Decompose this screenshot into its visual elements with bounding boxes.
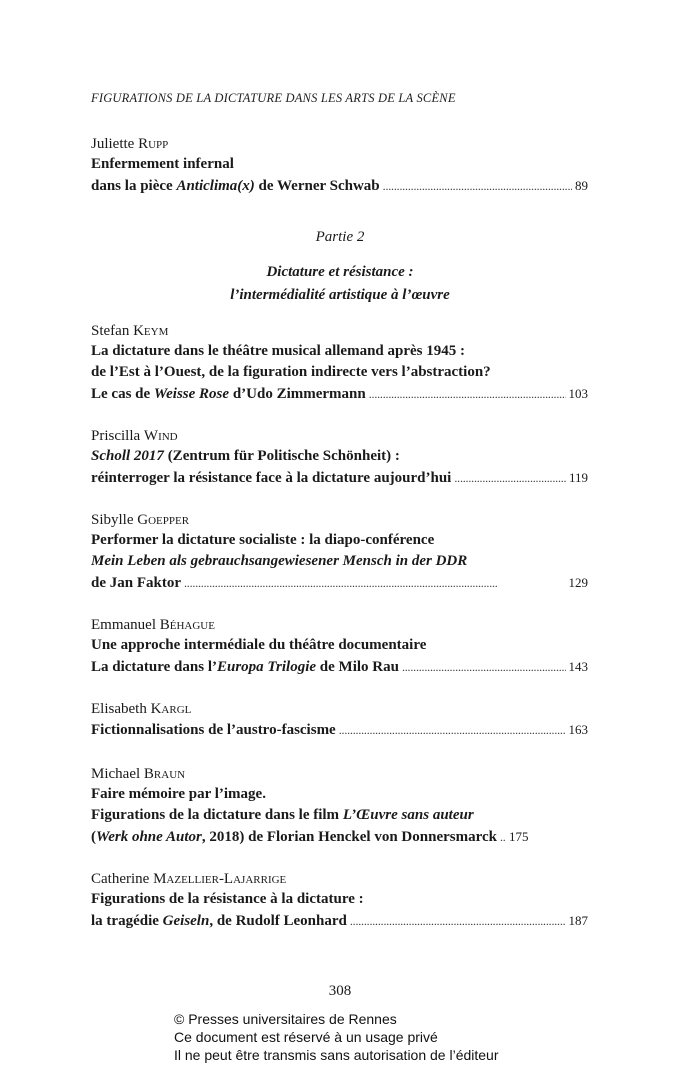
leader-dots [350,911,566,931]
toc-entry-kargl [91,699,588,740]
toc-entry-rupp [91,134,588,196]
toc-entry-keym [91,321,588,404]
leader-dots [402,657,566,677]
running-head: FIGURATIONS DE LA DICTATURE DANS LES ARTS DE LA SCÈNE [91,91,456,105]
part-subtitle: Dictature et résistance : l’intermédialité artistique à l’œuvre [230,264,450,303]
toc-entry-wind [91,426,588,488]
title-line: réinterroger la résistance face à la dictature aujourd’hui . . . 119 [91,467,588,488]
title-line: Le cas de Weisse Rose d’Udo Zimmermann . . . 103 [91,383,588,404]
page-ref: 129 [568,575,588,590]
leader-dots [454,468,566,488]
author: Michael Braun [91,766,186,782]
author: Catherine Mazellier-Lajarrige [91,871,287,887]
page-ref: 143 [568,659,588,674]
title-line: (Werk ohne Autor, 2018) de Florian Henckel von Donnersmarck . . . 175 [91,826,588,847]
title-line: Enfermement infernal [91,156,234,172]
title-line: Fictionnalisations de l’austro-fascisme . . . 163 [91,719,588,740]
leader-dots [500,827,506,847]
author: Emmanuel Béhague [91,617,215,633]
page-ref: 103 [568,386,588,401]
author: Juliette Rupp [91,136,169,152]
title-line: Faire mémoire par l’image. [91,786,266,802]
title-line: Figurations de la résistance à la dictature : [91,891,364,907]
title-line: Mein Leben als gebrauchsangewiesener Mensch in der DDR [91,553,468,569]
page-ref: 163 [568,722,588,737]
leader-dots [383,176,572,196]
part-heading: Partie 2 [315,229,365,245]
page-ref: 89 [575,178,588,193]
title-line: dans la pièce Anticlima(x) de Werner Schwab . . . 89 [91,175,588,196]
toc-entry-mazellier [91,869,588,931]
author: Priscilla Wind [91,428,178,444]
leader-dots [184,573,566,593]
title-line: Figurations de la dictature dans le film L’Œuvre sans auteur [91,807,474,823]
toc-entry-goepper [91,510,588,593]
author: Sibylle Goepper [91,512,190,528]
title-line: La dictature dans l’Europa Trilogie de Milo Rau . . . 143 [91,656,588,677]
title-line: de Jan Faktor . . . 129 [91,572,588,593]
page-ref: 187 [568,913,588,928]
author: Stefan Keym [91,323,169,339]
toc-entry-behague [91,615,588,677]
page-ref: 175 [509,829,529,844]
title-line: de l’Est à l’Ouest, de la figuration indirecte vers l’abstraction? [91,364,491,380]
leader-dots [369,384,566,404]
author: Elisabeth Kargl [91,701,192,717]
leader-dots [339,720,566,740]
toc-entry-braun [91,764,588,847]
title-line: Performer la dictature socialiste : la diapo-conférence [91,532,435,548]
title-line: La dictature dans le théâtre musical allemand après 1945 : [91,343,466,359]
page-number: 308 [328,983,352,999]
title-line: la tragédie Geiseln, de Rudolf Leonhard . . . 187 [91,910,588,931]
copyright-notice: © Presses universitaires de Rennes Ce document est réservé à un usage privé Il ne peut être transmis sans autorisation de l’éditeur [174,1011,499,1063]
title-line: Scholl 2017 (Zentrum für Politische Schönheit) : [91,448,400,464]
title-line: Une approche intermédiale du théâtre documentaire [91,637,427,653]
page-ref: 119 [568,470,588,485]
